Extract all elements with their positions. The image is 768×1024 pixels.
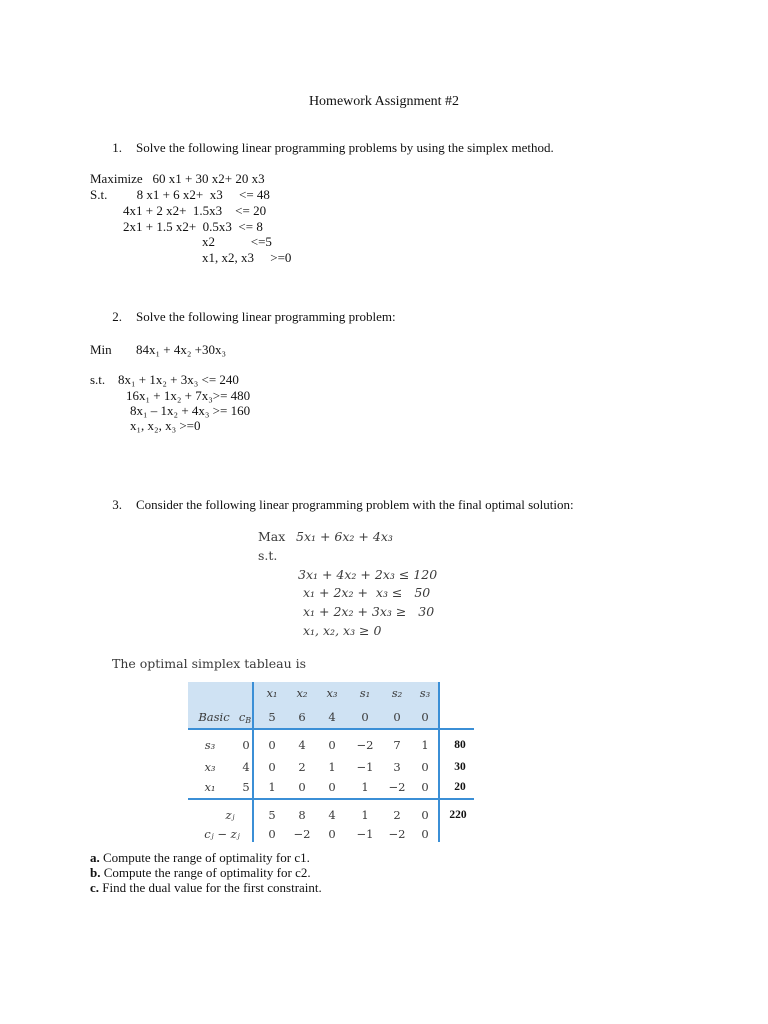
part-c-letter: c. (90, 880, 100, 895)
zj-s1: 1 (361, 808, 369, 822)
row2-rhs: 30 (454, 761, 466, 773)
cj-zj-s2: −2 (388, 827, 406, 841)
page-title: Homework Assignment #2 (308, 94, 460, 109)
q3-objective: 5x₁ + 6x₂ + 4x₃ (296, 529, 393, 544)
q2-min-label: Min (90, 342, 112, 357)
header-var-x3: x₃ (326, 686, 338, 700)
row2-basis: x₃ (204, 760, 216, 774)
header-var-s1: s₁ (359, 686, 371, 700)
row3-s2: −2 (388, 780, 406, 794)
row3-x1: 1 (268, 780, 276, 794)
zj-s2: 2 (393, 808, 401, 822)
part-c (90, 880, 322, 896)
part-b-text: Compute the range of optimality for c2. (103, 865, 311, 880)
part-a-letter: a. (90, 850, 100, 865)
row3-s1: 1 (361, 780, 369, 794)
q1-line-constraint-2: 4x1 + 2 x2+ 1.5x3 <= 20 (123, 203, 267, 218)
row3-rhs: 20 (454, 781, 466, 793)
row1-basis: s₃ (204, 738, 216, 752)
cj-zj-x3: 0 (328, 827, 336, 841)
zj-s3: 0 (421, 808, 429, 822)
row1-s1: −2 (356, 738, 374, 752)
row2-x3: 1 (328, 760, 336, 774)
tableau-rule-body (188, 798, 474, 800)
tableau-rule-header (188, 728, 474, 730)
cj-zj-s3: 0 (421, 827, 429, 841)
row1-s3: 1 (421, 738, 429, 752)
part-a-text: Compute the range of optimality for c1. (103, 850, 310, 865)
q2-number: 2. (112, 309, 122, 324)
row3-s3: 0 (421, 780, 429, 794)
q1-line-constraint-1: S.t. 8 x1 + 6 x2+ x3 <= 48 (90, 187, 270, 202)
cj-zj-x2: −2 (293, 827, 311, 841)
header-basic: Basic (198, 710, 230, 724)
q3-max-label: Max (258, 529, 286, 544)
row2-x2: 2 (298, 760, 306, 774)
cj-zj-label: cⱼ − zⱼ (204, 827, 240, 841)
simplex-tableau (188, 682, 478, 842)
q1-line-nonnegativity: x1, x2, x3 >=0 (202, 250, 292, 265)
row3-cb: 5 (242, 780, 250, 794)
cost-s2: 0 (393, 710, 401, 724)
cost-s3: 0 (421, 710, 429, 724)
row2-x1: 0 (268, 760, 276, 774)
q2-constraint-3: 8x₁ – 1x₂ + 4x₃ >= 160 (130, 403, 251, 418)
row2-s1: −1 (356, 760, 374, 774)
q3-constraint-3: x₁ + 2x₂ + 3x₃ ≥ 30 (303, 604, 435, 619)
part-b (90, 865, 311, 881)
part-c-text: Find the dual value for the first constraint. (102, 880, 322, 895)
row2-cb: 4 (242, 760, 250, 774)
row1-s2: 7 (393, 738, 401, 752)
q3-constraint-1: 3x₁ + 4x₂ + 2x₃ ≤ 120 (298, 567, 438, 582)
header-var-s3: s₃ (419, 686, 431, 700)
row1-x1: 0 (268, 738, 276, 752)
q2-prompt: Solve the following linear programming problem: (136, 309, 396, 324)
row2-s3: 0 (421, 760, 429, 774)
q1-number: 1. (112, 140, 122, 155)
header-var-x1: x₁ (266, 686, 278, 700)
tableau-divider-left (252, 682, 254, 842)
row1-cb: 0 (242, 738, 250, 752)
cost-x1: 5 (268, 710, 276, 724)
q3-constraint-2: x₁ + 2x₂ + x₃ ≤ 50 (303, 585, 431, 600)
q3-st-label: s.t. (258, 548, 278, 563)
q1-line-constraint-3: 2x1 + 1.5 x2+ 0.5x3 <= 8 (123, 219, 263, 234)
row1-rhs: 80 (454, 739, 466, 751)
cj-zj-s1: −1 (356, 827, 374, 841)
cost-x2: 6 (298, 710, 306, 724)
tableau-caption: The optimal simplex tableau is (112, 656, 307, 671)
q3-prompt: Consider the following linear programming problem with the final optimal solution: (136, 497, 574, 512)
row1-x3: 0 (328, 738, 336, 752)
part-b-letter: b. (90, 865, 101, 880)
row1-x2: 4 (298, 738, 306, 752)
q2-constraint-2: 16x₁ + 1x₂ + 7x₃>= 480 (126, 388, 251, 403)
q1-prompt: Solve the following linear programming problems by using the simplex method. (136, 140, 554, 155)
cost-x3: 4 (328, 710, 336, 724)
header-var-s2: s₂ (391, 686, 403, 700)
row3-x3: 0 (328, 780, 336, 794)
header-cb: $c_B$ (238, 710, 252, 725)
row3-basis: x₁ (204, 780, 216, 794)
row2-s2: 3 (393, 760, 401, 774)
q3-number: 3. (112, 497, 122, 512)
part-a (90, 850, 310, 866)
q2-nonnegativity: x₁, x₂, x₃ >=0 (130, 418, 201, 433)
cj-zj-x1: 0 (268, 827, 276, 841)
q3-nonnegativity: x₁, x₂, x₃ ≥ 0 (303, 623, 382, 638)
header-var-x2: x₂ (296, 686, 308, 700)
zj-x2: 8 (298, 808, 306, 822)
zj-rhs: 220 (449, 809, 467, 821)
q1-line-objective: Maximize 60 x1 + 30 x2+ 20 x3 (90, 171, 265, 186)
zj-x3: 4 (328, 808, 336, 822)
zj-x1: 5 (268, 808, 276, 822)
q2-st-label: s.t. (90, 372, 106, 387)
row3-x2: 0 (298, 780, 306, 794)
tableau-divider-right (438, 682, 440, 842)
q2-objective: 84x₁ + 4x₂ +30x₃ (136, 342, 227, 357)
q1-line-constraint-4: x2 <=5 (202, 234, 272, 249)
q2-constraint-1: 8x₁ + 1x₂ + 3x₃ <= 240 (118, 372, 239, 387)
cost-s1: 0 (361, 710, 369, 724)
zj-label: zⱼ (225, 808, 235, 822)
